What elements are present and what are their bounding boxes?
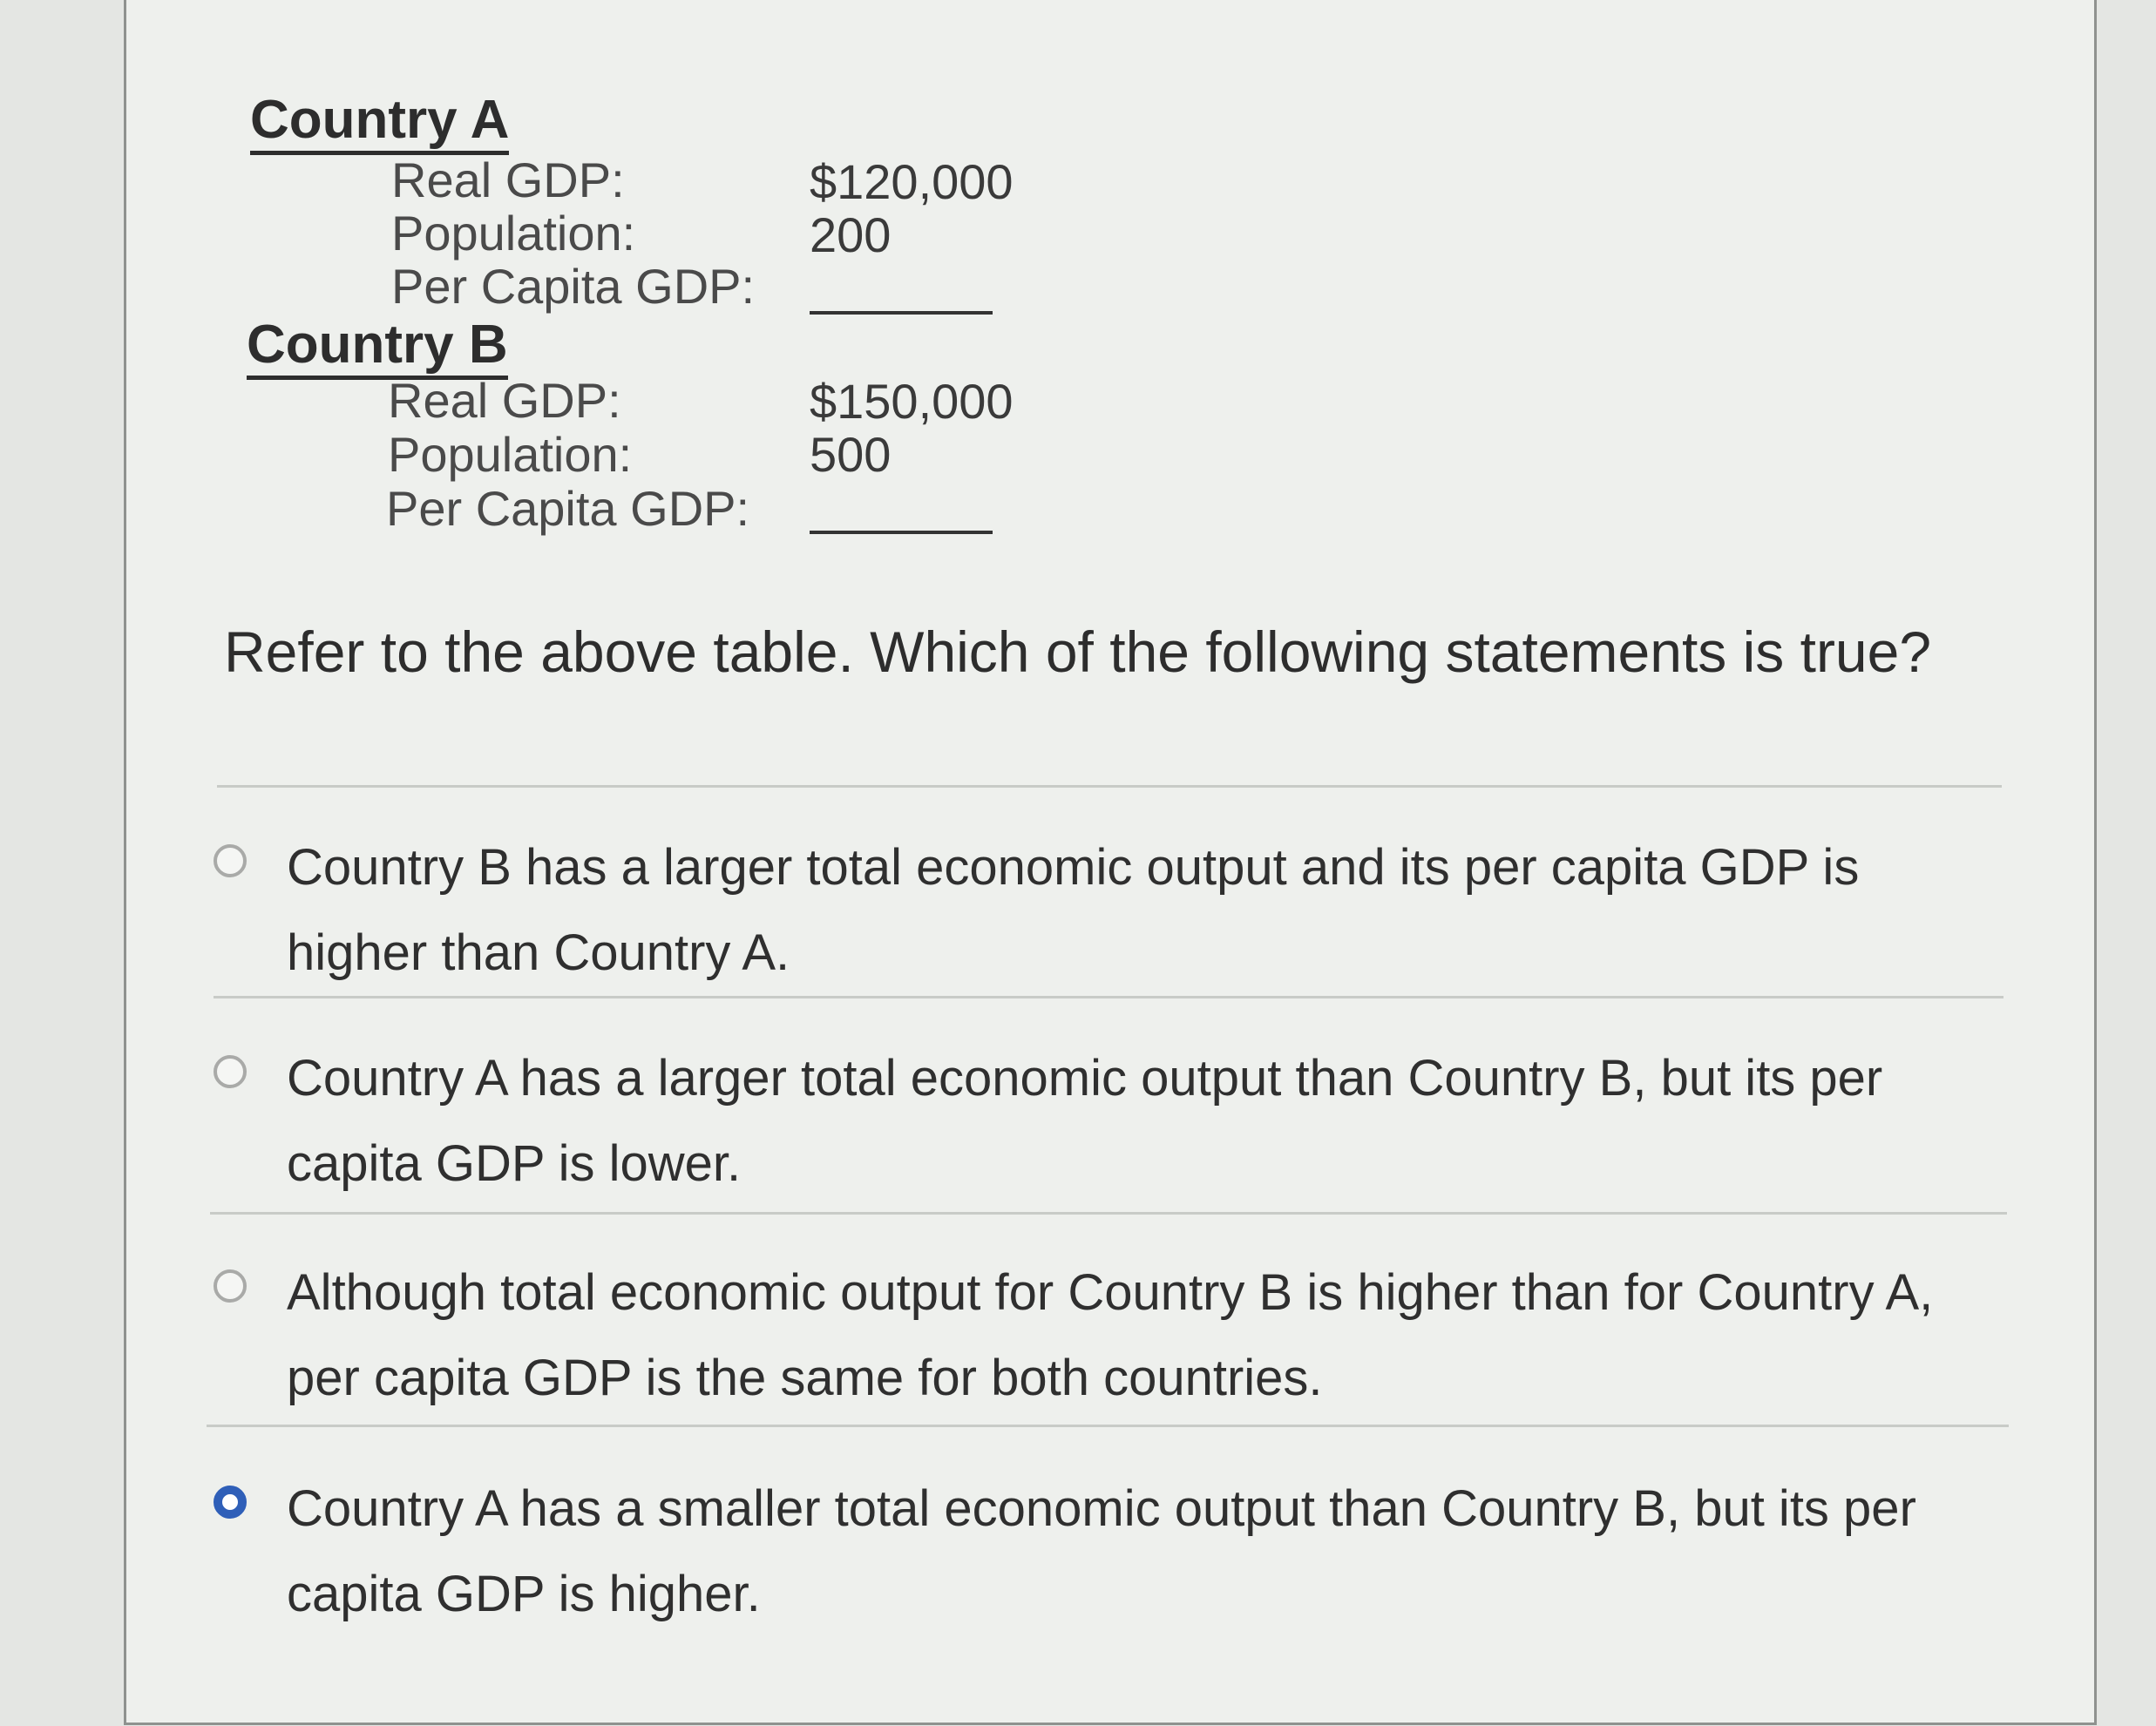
country-b-real-gdp-value: $150,000: [810, 374, 1014, 429]
country-b-heading: Country B: [247, 318, 508, 380]
answer-option-1-text: Country B has a larger total economic output and its per capita GDP is higher than Country A.: [287, 839, 1860, 981]
divider-3: [207, 1425, 2009, 1427]
gdp-table: [126, 0, 1259, 574]
answer-option-1[interactable]: [214, 825, 2044, 1017]
answer-option-4-text: Country A has a smaller total economic output than Country B, but its per capita GDP is higher.: [287, 1480, 1916, 1622]
country-b-population-label: Population:: [388, 427, 633, 482]
answer-option-4[interactable]: [214, 1466, 2044, 1658]
answer-option-2-text: Country A has a larger total economic output than Country B, but its per capita GDP is lower.: [287, 1050, 1883, 1192]
country-a-real-gdp-value: $120,000: [810, 154, 1014, 209]
answer-option-2[interactable]: [214, 1036, 2044, 1228]
question-text: Refer to the above table. Which of the following statements is true?: [224, 619, 1932, 684]
country-a-population-value: 200: [810, 207, 892, 262]
divider-2: [210, 1212, 2007, 1215]
radio-button-option-3[interactable]: [214, 1269, 247, 1303]
country-a-per-capita-label: Per Capita GDP:: [391, 259, 756, 314]
country-a-per-capita-blank: [810, 311, 993, 315]
country-a-heading: Country A: [250, 93, 509, 155]
radio-button-option-1[interactable]: [214, 844, 247, 877]
divider-1: [214, 996, 2003, 998]
answer-option-3[interactable]: [214, 1250, 2044, 1442]
radio-button-option-4-selected[interactable]: [214, 1486, 247, 1519]
divider-top: [217, 785, 2002, 788]
question-panel: [124, 0, 2097, 1725]
answer-option-3-text: Although total economic output for Country B is higher than for Country A, per capita GDP is the same for both countries.: [287, 1264, 1934, 1406]
country-b-per-capita-label: Per Capita GDP:: [386, 481, 750, 536]
country-b-real-gdp-label: Real GDP:: [388, 373, 621, 428]
country-a-population-label: Population:: [391, 206, 636, 261]
country-b-per-capita-blank: [810, 531, 993, 534]
country-b-population-value: 500: [810, 427, 892, 482]
country-a-real-gdp-label: Real GDP:: [391, 152, 625, 207]
radio-button-option-2[interactable]: [214, 1055, 247, 1088]
